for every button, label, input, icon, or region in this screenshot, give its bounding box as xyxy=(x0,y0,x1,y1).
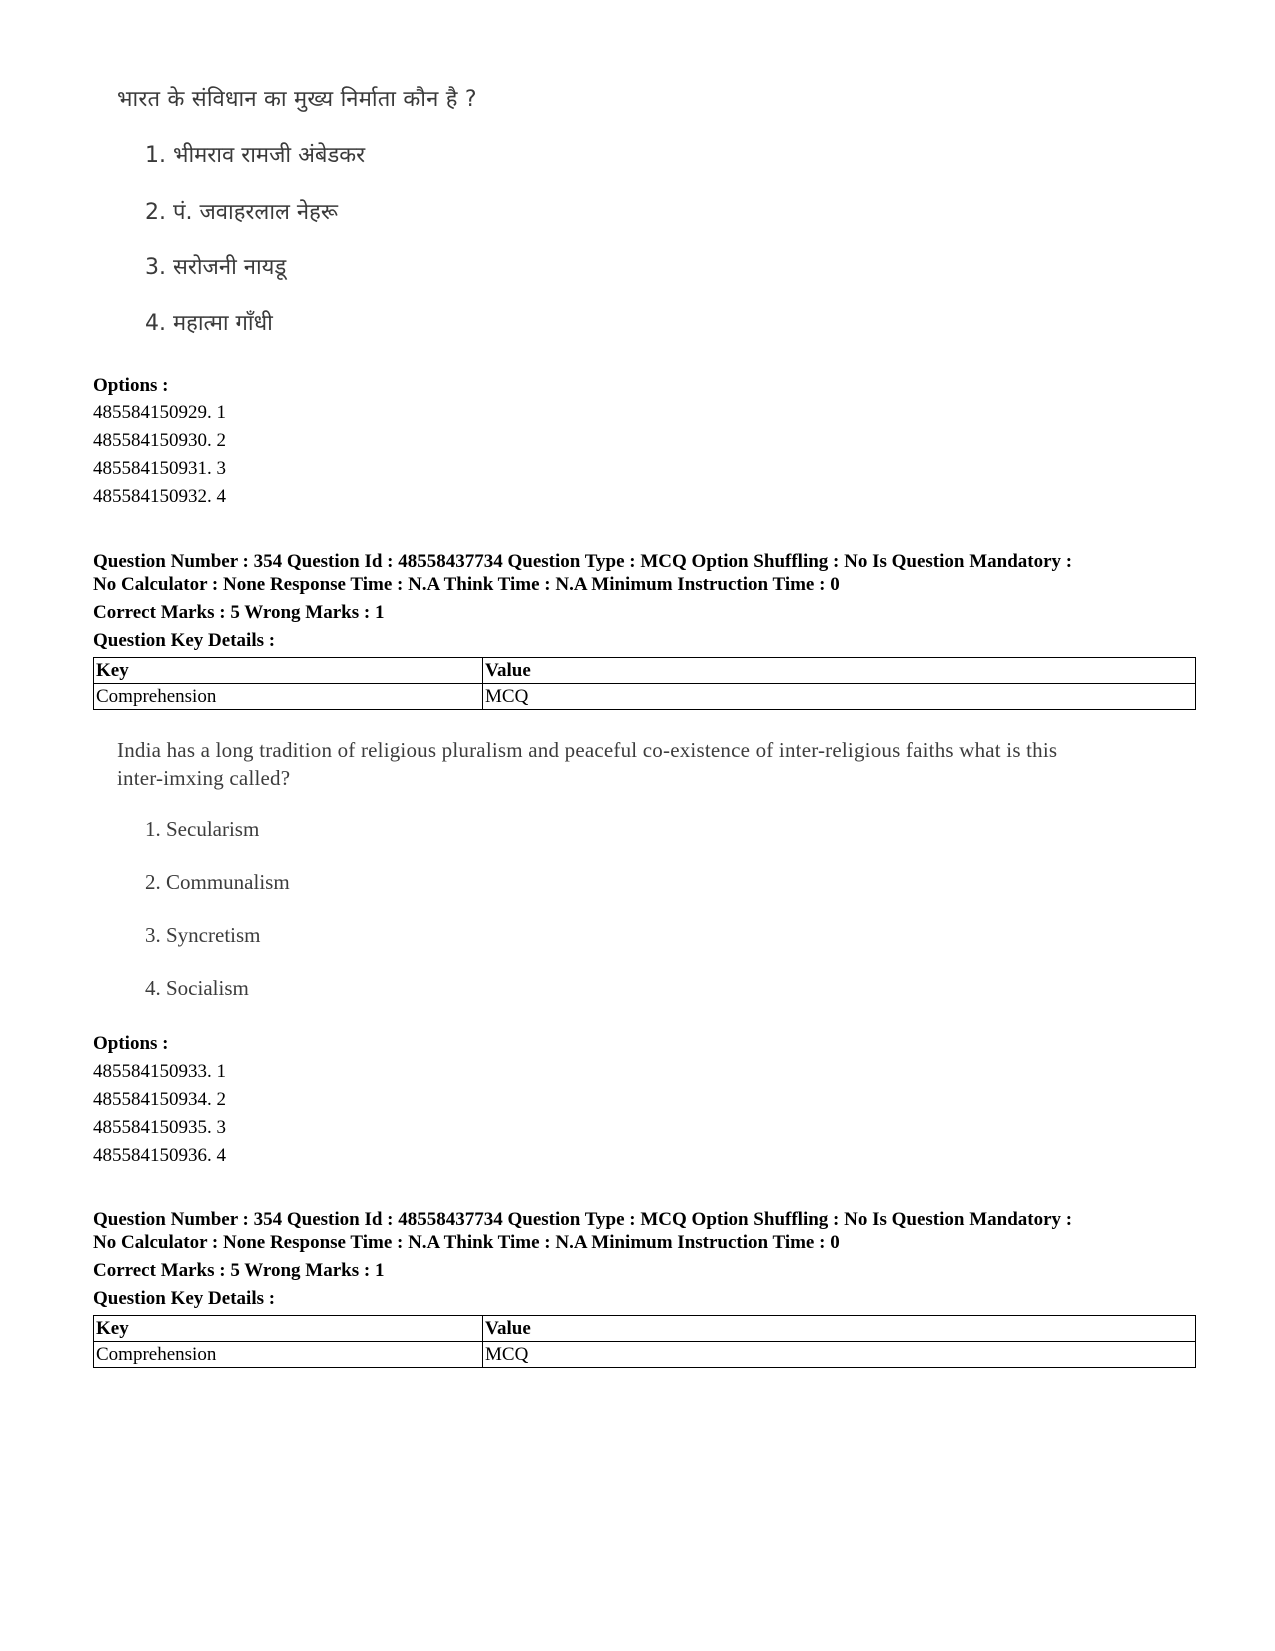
question-1-choice-4: 4. महात्मा गाँधी xyxy=(145,311,273,336)
question-2-choice-2: 2. Communalism xyxy=(145,870,290,894)
question-1-choice-3: 3. सरोजनी नायडू xyxy=(145,255,287,280)
option-id: 485584150931. 3 xyxy=(93,458,226,479)
question-meta-line-1: Question Number : 354 Question Id : 48558437734 Question Type : MCQ Option Shuffling : No Is Question Mandatory : xyxy=(93,1209,1073,1230)
question-1-image xyxy=(117,86,637,348)
table-header-value: Value xyxy=(483,1316,1196,1342)
option-id: 485584150930. 2 xyxy=(93,430,226,451)
table-cell-key: Comprehension xyxy=(94,1342,483,1368)
option-id: 485584150934. 2 xyxy=(93,1089,226,1110)
question-2-stem-line-1: India has a long tradition of religious pluralism and peaceful co-existence of inter-religious faiths what is this xyxy=(117,738,1058,762)
table-header-key: Key xyxy=(94,1316,483,1342)
question-key-table xyxy=(93,657,1196,710)
table-cell-key: Comprehension xyxy=(94,684,483,710)
question-key-details-label: Question Key Details : xyxy=(93,1288,276,1309)
options-label: Options : xyxy=(93,1033,169,1054)
table-row xyxy=(94,1342,1196,1368)
options-label: Options : xyxy=(93,375,169,396)
option-id: 485584150932. 4 xyxy=(93,486,226,507)
question-1-choice-2: 2. पं. जवाहरलाल नेहरू xyxy=(145,200,338,225)
question-2-choice-3: 3. Syncretism xyxy=(145,923,261,947)
question-1-stem: भारत के संविधान का मुख्य निर्माता कौन है ? xyxy=(117,87,477,112)
table-header-row xyxy=(94,1316,1196,1342)
table-cell-value: MCQ xyxy=(483,684,1196,710)
table-row xyxy=(94,684,1196,710)
option-id: 485584150929. 1 xyxy=(93,402,226,423)
table-header-value: Value xyxy=(483,658,1196,684)
option-id: 485584150936. 4 xyxy=(93,1145,226,1166)
table-cell-value: MCQ xyxy=(483,1342,1196,1368)
table-header-key: Key xyxy=(94,658,483,684)
option-id: 485584150935. 3 xyxy=(93,1117,226,1138)
question-2-choice-4: 4. Socialism xyxy=(145,976,249,1000)
question-2-stem-line-2: inter-imxing called? xyxy=(117,766,291,790)
question-key-table xyxy=(93,1315,1196,1368)
question-meta-line-2: No Calculator : None Response Time : N.A Think Time : N.A Minimum Instruction Time : 0 xyxy=(93,1232,840,1253)
question-1-choice-1: 1. भीमराव रामजी अंबेडकर xyxy=(145,143,366,168)
question-meta-line-2: No Calculator : None Response Time : N.A Think Time : N.A Minimum Instruction Time : 0 xyxy=(93,574,840,595)
option-id: 485584150933. 1 xyxy=(93,1061,226,1082)
question-marks: Correct Marks : 5 Wrong Marks : 1 xyxy=(93,1260,385,1281)
question-2-image xyxy=(117,736,1217,1006)
question-marks: Correct Marks : 5 Wrong Marks : 1 xyxy=(93,602,385,623)
table-header-row xyxy=(94,658,1196,684)
question-meta-line-1: Question Number : 354 Question Id : 48558437734 Question Type : MCQ Option Shuffling : No Is Question Mandatory : xyxy=(93,551,1073,572)
question-2-choice-1: 1. Secularism xyxy=(145,817,260,841)
question-key-details-label: Question Key Details : xyxy=(93,630,276,651)
